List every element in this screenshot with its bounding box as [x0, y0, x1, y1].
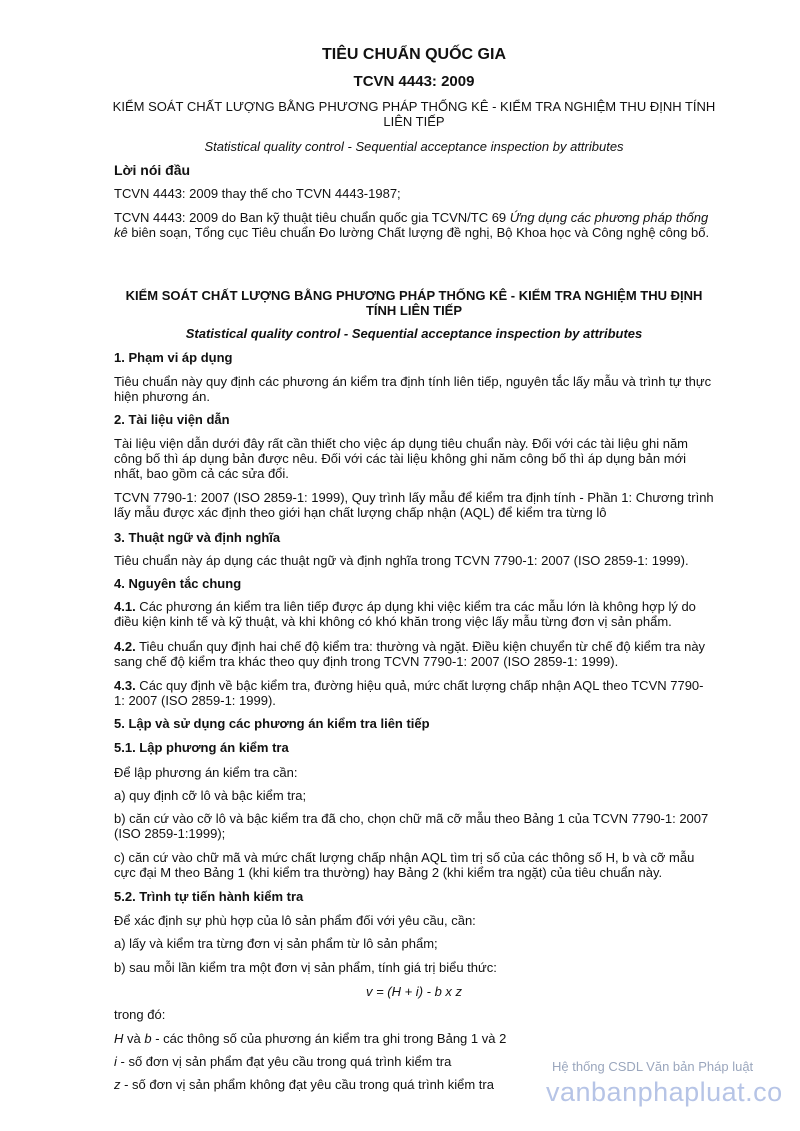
section-1-heading: 1. Phạm vi áp dụng — [114, 350, 233, 365]
section-4-heading: 4. Nguyên tắc chung — [114, 576, 242, 591]
watermark-caption: Hệ thống CSDL Văn bản Pháp luật — [552, 1059, 754, 1074]
section-5-1-item-a: a) quy định cỡ lô và bậc kiểm tra; — [114, 788, 307, 803]
section-2-paragraph-1: Tài liệu viện dẫn dưới đây rất cần thiết cho việc áp dụng tiêu chuẩn này. Đối với các tài liệu ghi năm công bố thì áp dụng bản được nêu. Đối với các tài liệu không ghi năm công bố thì áp dụng bản mới nhất, bao gồm cả các sửa đổi. — [114, 436, 688, 481]
section-5-1-item-c: c) căn cứ vào chữ mã và mức chất lượng chấp nhận AQL tìm trị số của các thông số H, b và cỡ mẫu cực đại M theo Bảng 1 (khi kiểm tra thường) hay Bảng 2 (khi kiểm tra ngặt) của tiêu chuẩn này. — [114, 850, 695, 880]
section-2-heading: 2. Tài liệu viện dẫn — [114, 412, 230, 427]
definition-i: i - số đơn vị sản phẩm đạt yêu cầu trong quá trình kiểm tra — [114, 1054, 452, 1069]
definition-z: z - số đơn vị sản phẩm không đạt yêu cầu trong quá trình kiểm tra — [114, 1077, 494, 1092]
section-5-heading: 5. Lập và sử dụng các phương án kiểm tra liên tiếp — [114, 716, 430, 731]
body-title-vi: KIỂM SOÁT CHẤT LƯỢNG BẰNG PHƯƠNG PHÁP THỐNG KÊ - KIỂM TRA NGHIỆM THU ĐỊNH TÍNH LIÊN TIẾP — [125, 288, 703, 318]
document-title-vi: KIỂM SOÁT CHẤT LƯỢNG BẰNG PHƯƠNG PHÁP THỐNG KÊ - KIỂM TRA NGHIỆM THU ĐỊNH TÍNH LIÊN TIẾP — [112, 99, 716, 129]
foreword-heading: Lời nói đầu — [114, 162, 191, 178]
watermark-site-name: vanbanphapluat.co — [546, 1077, 783, 1107]
definition-h-b: H và b - các thông số của phương án kiểm tra ghi trong Bảng 1 và 2 — [114, 1031, 507, 1046]
standard-code: TCVN 4443: 2009 — [353, 73, 475, 90]
section-4-3-paragraph: 4.3. Các quy định về bậc kiểm tra, đường hiệu quả, mức chất lượng chấp nhận AQL theo TCVN 7790-1: 2007 (ISO 2859-1: 1999). — [114, 678, 704, 708]
section-5-1-intro: Để lập phương án kiểm tra cần: — [114, 765, 298, 780]
section-4-2-paragraph: 4.2. Tiêu chuẩn quy định hai chế độ kiểm tra: thường và ngặt. Điều kiện chuyển từ chế độ kiểm tra này sang chế độ kiểm tra khác theo quy định trong TCVN 7790-1: 2007 (ISO 2859-1: 1999). — [114, 639, 706, 669]
section-2-paragraph-2: TCVN 7790-1: 2007 (ISO 2859-1: 1999), Quy trình lấy mẫu để kiểm tra định tính - Phần 1: Chương trình lấy mẫu được xác định theo giới hạn chất lượng chấp nhận (AQL) để kiểm tra từng lô — [114, 490, 714, 520]
section-5-2-item-a: a) lấy và kiểm tra từng đơn vị sản phẩm từ lô sản phẩm; — [114, 936, 438, 951]
foreword-paragraph-2: TCVN 4443: 2009 do Ban kỹ thuật tiêu chuẩn quốc gia TCVN/TC 69 Ứng dụng các phương pháp thống kê biên soạn, Tổng cục Tiêu chuẩn Đo lường Chất lượng đề nghị, Bộ Khoa học và Công nghệ công bố. — [114, 210, 710, 240]
section-4-1-paragraph: 4.1. Các phương án kiểm tra liên tiếp được áp dụng khi việc kiểm tra các mẫu lớn là không hợp lý do điều kiện kinh tế và kỹ thuật, và khi không có khó khăn trong việc lấy mẫu từng đơn vị sản phẩm. — [114, 599, 696, 629]
section-5-2-heading: 5.2. Trình tự tiến hành kiểm tra — [114, 889, 304, 904]
section-5-1-item-b: b) căn cứ vào cỡ lô và bậc kiểm tra đã cho, chọn chữ mã cỡ mẫu theo Bảng 1 của TCVN 7790-1: 2007 (ISO 2859-1:1999); — [114, 811, 709, 841]
foreword-paragraph-1: TCVN 4443: 2009 thay thế cho TCVN 4443-1987; — [114, 186, 401, 201]
section-3-heading: 3. Thuật ngữ và định nghĩa — [114, 530, 281, 545]
where-label: trong đó: — [114, 1007, 166, 1022]
national-standard-label: TIÊU CHUẨN QUỐC GIA — [322, 46, 506, 63]
formula: v = (H + i) - b x z — [365, 984, 463, 999]
body-title-en: Statistical quality control - Sequential acceptance inspection by attributes — [185, 326, 643, 341]
document-title-en: Statistical quality control - Sequential acceptance inspection by attributes — [204, 139, 624, 154]
section-5-1-heading: 5.1. Lập phương án kiểm tra — [114, 740, 289, 755]
section-5-2-item-b: b) sau mỗi lần kiểm tra một đơn vị sản phẩm, tính giá trị biểu thức: — [114, 960, 497, 975]
section-1-paragraph: Tiêu chuẩn này quy định các phương án kiểm tra định tính liên tiếp, nguyên tắc lấy mẫu và trình tự thực hiện phương án. — [114, 374, 712, 404]
section-5-2-intro: Để xác định sự phù hợp của lô sản phẩm đối với yêu cầu, cần: — [114, 913, 476, 928]
section-3-paragraph: Tiêu chuẩn này áp dụng các thuật ngữ và định nghĩa trong TCVN 7790-1: 2007 (ISO 2859-1: 1999). — [114, 553, 689, 568]
